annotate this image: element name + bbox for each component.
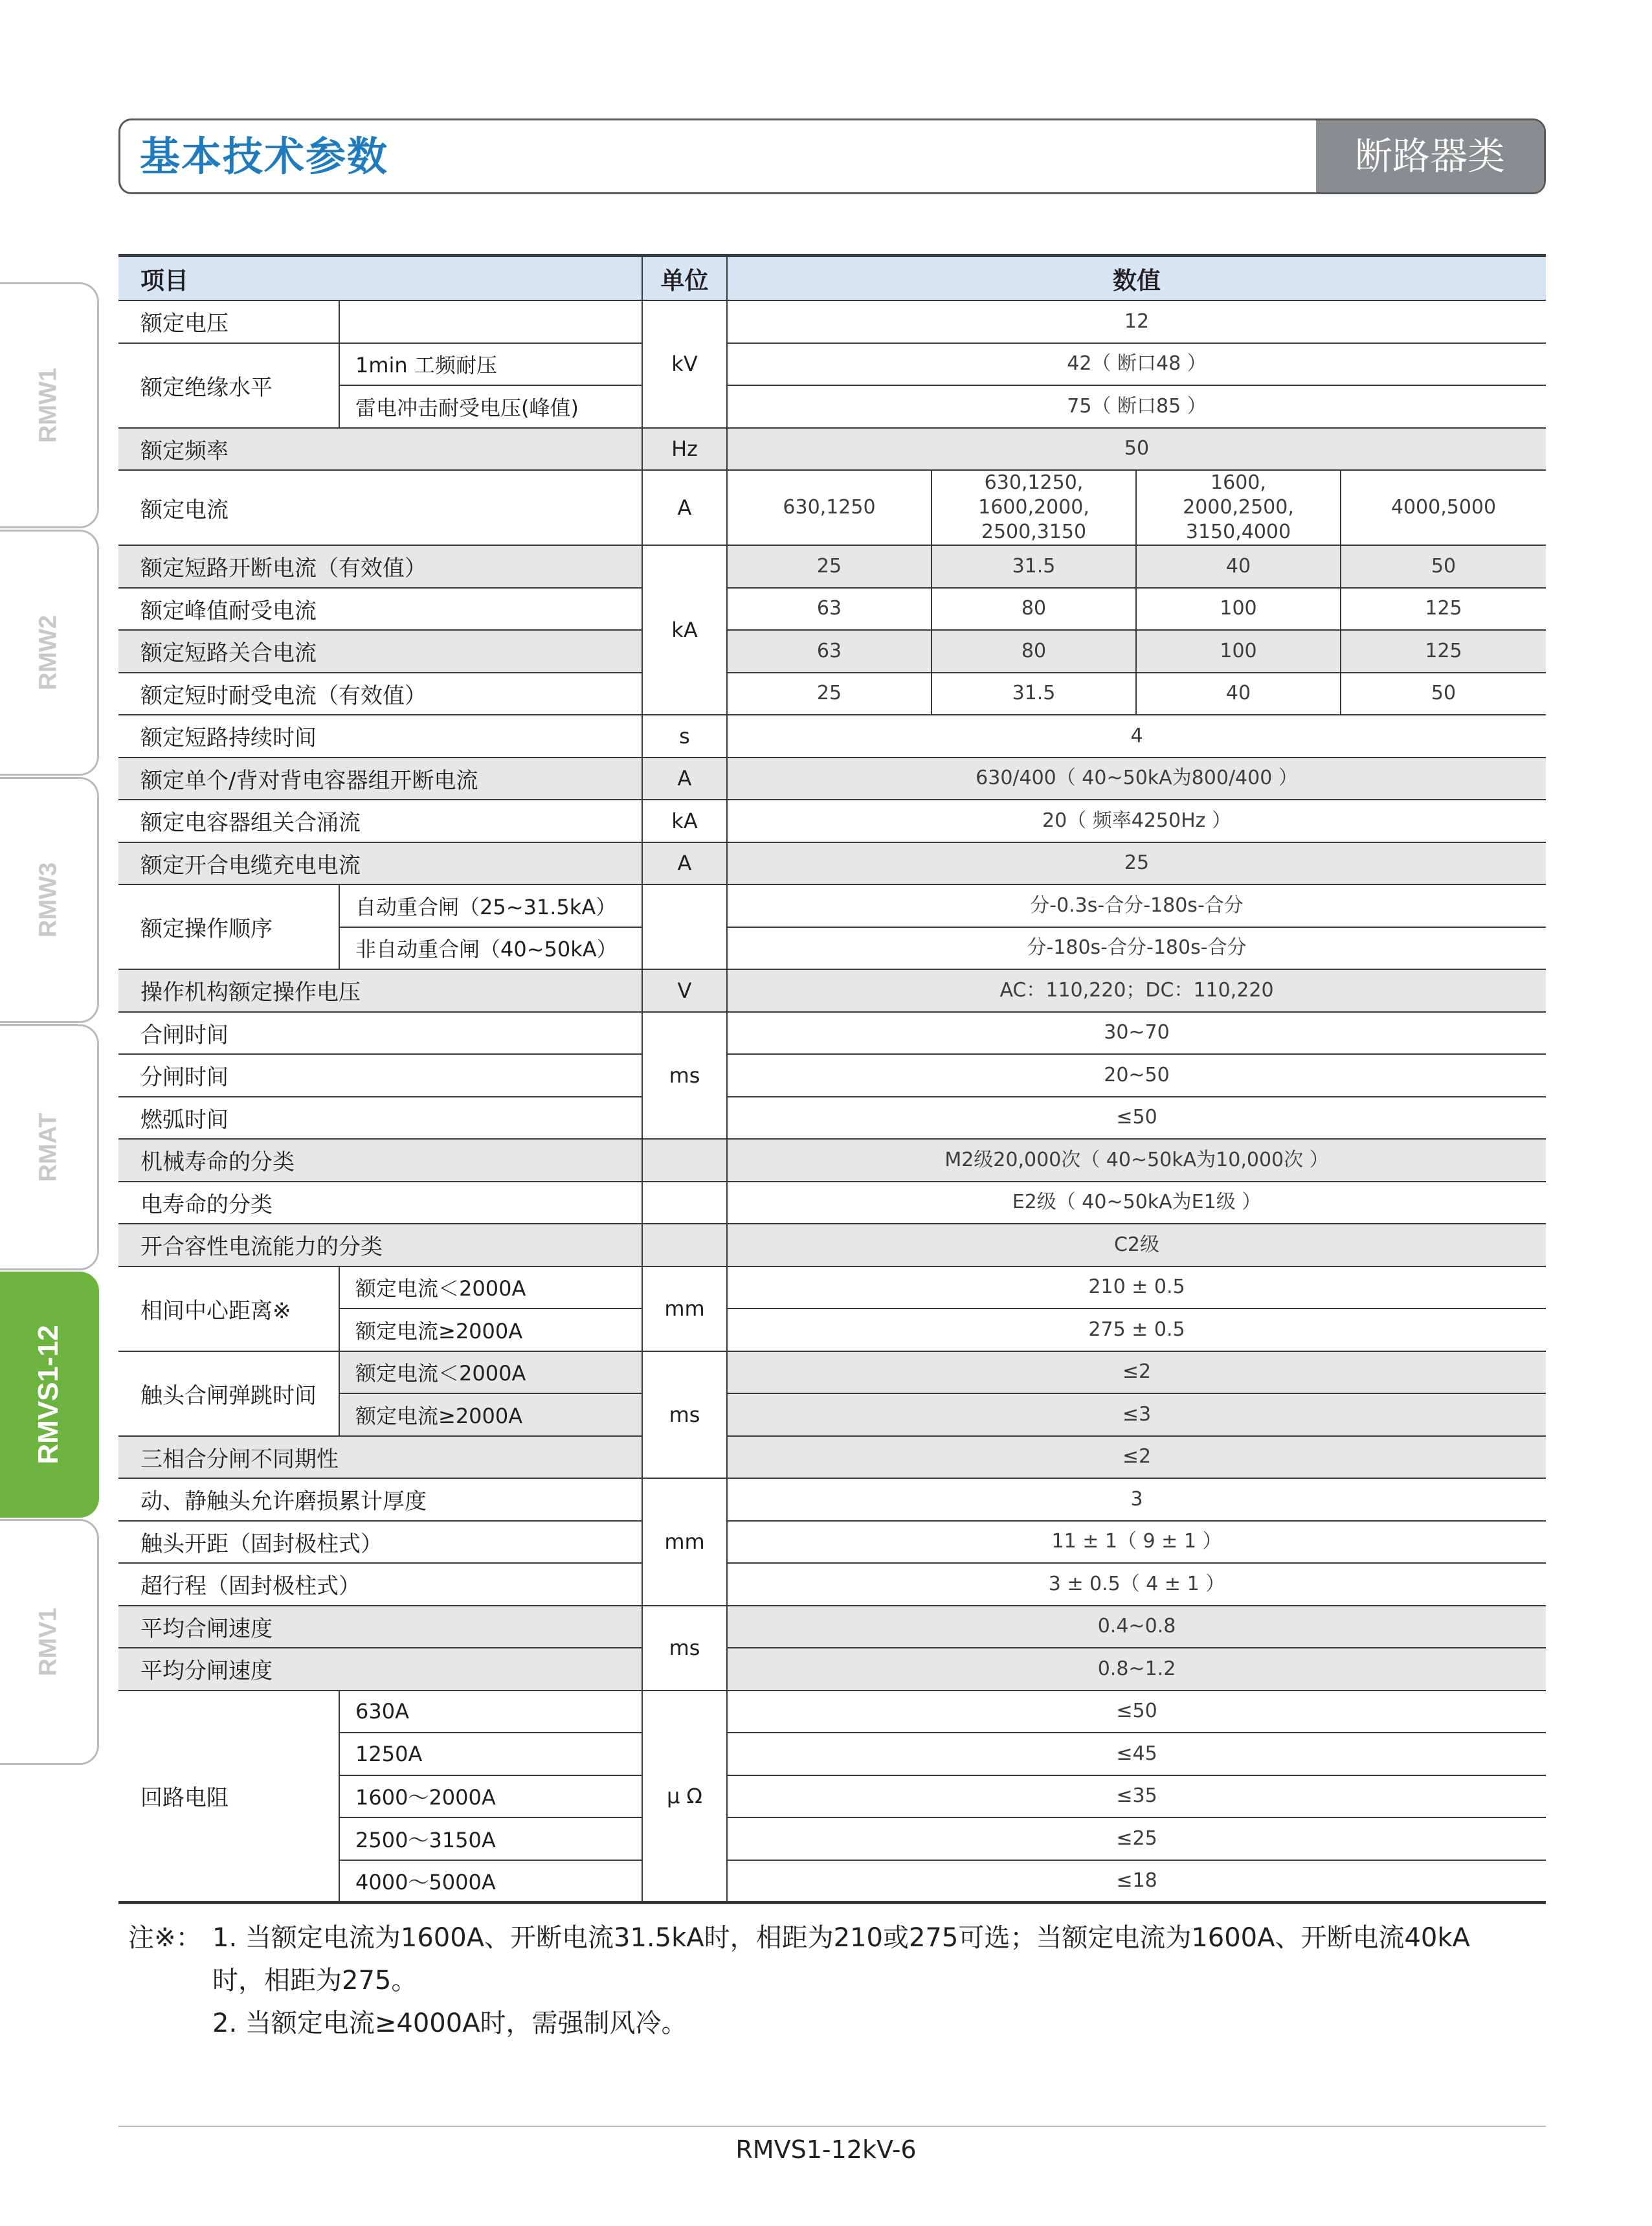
param-value: 3 <box>727 1478 1546 1521</box>
param-unit: kA <box>642 800 727 842</box>
side-tab-rmv1[interactable] <box>0 1519 99 1765</box>
param-sub: 4000～5000A <box>339 1860 642 1903</box>
param-unit: Hz <box>642 428 727 471</box>
side-tab-label: RMW3 <box>34 862 62 938</box>
table-row <box>118 1097 1546 1140</box>
param-sub: 额定电流≥2000A <box>339 1393 642 1436</box>
param-value: 20~50 <box>727 1054 1546 1097</box>
empty-cell <box>339 300 642 343</box>
param-value: 分-0.3s-合分-180s-合分 <box>727 884 1546 927</box>
param-value: 4000,5000 <box>1341 470 1546 545</box>
param-sub: 额定电流≥2000A <box>339 1309 642 1351</box>
header-bar <box>118 118 1546 194</box>
category-label: 断路器类 <box>1316 120 1544 192</box>
header-value: 数值 <box>727 256 1546 301</box>
param-value: 31.5 <box>932 673 1136 715</box>
table-row <box>118 1224 1546 1266</box>
param-sub: 1min 工频耐压 <box>339 343 642 386</box>
side-tab-rmw1[interactable] <box>0 282 99 528</box>
param-value: 4 <box>727 715 1546 758</box>
table-row <box>118 343 1546 386</box>
param-name: 额定峰值耐受电流 <box>118 588 642 631</box>
param-unit: A <box>642 842 727 885</box>
side-tab-label: RMAT <box>34 1112 62 1182</box>
param-value: 50 <box>1341 545 1546 588</box>
param-value: 1600, 2000,2500, 3150,4000 <box>1136 470 1341 545</box>
table-row <box>118 758 1546 800</box>
param-value: 630/400（ 40~50kA为800/400 ） <box>727 758 1546 800</box>
side-tab-label: RMVS1-12 <box>32 1325 64 1465</box>
param-unit-empty <box>642 1182 727 1224</box>
param-unit-empty <box>642 1224 727 1266</box>
param-unit-empty <box>642 884 727 969</box>
param-value: 3 ± 0.5（ 4 ± 1 ） <box>727 1563 1546 1606</box>
param-sub: 630A <box>339 1691 642 1733</box>
param-unit: mm <box>642 1478 727 1606</box>
param-name: 燃弧时间 <box>118 1097 642 1140</box>
param-value: 0.4~0.8 <box>727 1606 1546 1648</box>
param-value: 80 <box>932 630 1136 673</box>
table-row <box>118 1351 1546 1394</box>
table-row <box>118 1563 1546 1606</box>
param-name: 平均合闸速度 <box>118 1606 642 1648</box>
param-name: 平均分闸速度 <box>118 1648 642 1691</box>
param-sub: 额定电流＜2000A <box>339 1266 642 1309</box>
param-value: 40 <box>1136 673 1341 715</box>
table-row <box>118 1436 1546 1479</box>
param-name: 操作机构额定操作电压 <box>118 969 642 1012</box>
table-row <box>118 588 1546 631</box>
param-name: 额定频率 <box>118 428 642 471</box>
param-value: ≤25 <box>727 1817 1546 1860</box>
table-row <box>118 715 1546 758</box>
note-2: 2. 当额定电流≥4000A时，需强制风冷。 <box>212 2008 687 2038</box>
side-tab-rmat[interactable] <box>0 1024 99 1270</box>
header-unit: 单位 <box>642 256 727 301</box>
param-value: M2级20,000次（ 40~50kA为10,000次 ） <box>727 1139 1546 1182</box>
param-name: 触头合闸弹跳时间 <box>118 1351 339 1436</box>
table-row <box>118 1012 1546 1055</box>
side-tab-label: RMW2 <box>34 614 62 691</box>
param-name: 超行程（固封极柱式） <box>118 1563 642 1606</box>
param-value: ≤50 <box>727 1097 1546 1140</box>
param-value: 50 <box>727 428 1546 471</box>
param-name: 额定短路开断电流（有效值） <box>118 545 642 588</box>
table-row <box>118 842 1546 885</box>
param-unit: ms <box>642 1012 727 1140</box>
param-name: 额定短路关合电流 <box>118 630 642 673</box>
param-name: 机械寿命的分类 <box>118 1139 642 1182</box>
table-row <box>118 800 1546 842</box>
header-item: 项目 <box>118 256 642 301</box>
param-value: ≤18 <box>727 1860 1546 1903</box>
table-row <box>118 1648 1546 1691</box>
table-row <box>118 1266 1546 1309</box>
param-sub: 2500～3150A <box>339 1817 642 1860</box>
param-unit: A <box>642 758 727 800</box>
param-name: 动、静触头允许磨损累计厚度 <box>118 1478 642 1521</box>
table-row <box>118 1139 1546 1182</box>
param-value: 80 <box>932 588 1136 631</box>
table-row <box>118 673 1546 715</box>
param-name: 额定单个/背对背电容器组开断电流 <box>118 758 642 800</box>
param-value: 12 <box>727 300 1546 343</box>
side-tab-rmvs1-12[interactable] <box>0 1272 99 1518</box>
param-value: 11 ± 1（ 9 ± 1 ） <box>727 1521 1546 1564</box>
param-unit: μ Ω <box>642 1691 727 1903</box>
param-name: 相间中心距离※ <box>118 1266 339 1351</box>
param-value: ≤50 <box>727 1691 1546 1733</box>
param-name: 额定开合电缆充电电流 <box>118 842 642 885</box>
table-row <box>118 1054 1546 1097</box>
spec-table <box>118 254 1546 1904</box>
param-value: 分-180s-合分-180s-合分 <box>727 927 1546 970</box>
param-value: 125 <box>1341 630 1546 673</box>
side-tab-rmw3[interactable] <box>0 777 99 1023</box>
param-name: 合闸时间 <box>118 1012 642 1055</box>
page-number: RMVS1-12kV-6 <box>735 2135 917 2164</box>
page-title: 基本技术参数 <box>140 133 389 180</box>
param-name: 三相合分闸不同期性 <box>118 1436 642 1479</box>
param-name: 触头开距（固封极柱式） <box>118 1521 642 1564</box>
param-name: 分闸时间 <box>118 1054 642 1097</box>
param-unit: kA <box>642 545 727 715</box>
table-row <box>118 969 1546 1012</box>
table-row <box>118 1521 1546 1564</box>
param-value: 20（ 频率4250Hz ） <box>727 800 1546 842</box>
param-value: ≤3 <box>727 1393 1546 1436</box>
param-value: E2级（ 40~50kA为E1级 ） <box>727 1182 1546 1224</box>
footer-divider <box>118 2126 1546 2127</box>
param-value: 100 <box>1136 630 1341 673</box>
param-value: AC：110,220；DC：110,220 <box>727 969 1546 1012</box>
note-1-continuation: 时，相距为275。 <box>212 1966 418 1996</box>
table-row <box>118 545 1546 588</box>
param-name: 额定操作顺序 <box>118 884 339 969</box>
param-sub: 1600～2000A <box>339 1775 642 1818</box>
table-row <box>118 428 1546 471</box>
table-row <box>118 884 1546 927</box>
param-value: 125 <box>1341 588 1546 631</box>
param-value: 25 <box>727 545 932 588</box>
table-row <box>118 1606 1546 1648</box>
param-name: 额定短路持续时间 <box>118 715 642 758</box>
param-unit: mm <box>642 1266 727 1351</box>
param-value: 100 <box>1136 588 1341 631</box>
param-value: ≤45 <box>727 1733 1546 1775</box>
param-value: ≤2 <box>727 1436 1546 1479</box>
param-value: ≤2 <box>727 1351 1546 1394</box>
param-value: 63 <box>727 588 932 631</box>
param-name: 电寿命的分类 <box>118 1182 642 1224</box>
param-value: C2级 <box>727 1224 1546 1266</box>
param-value: 630,1250 <box>727 470 932 545</box>
param-unit: ms <box>642 1351 727 1479</box>
param-value: 25 <box>727 842 1546 885</box>
param-value: 50 <box>1341 673 1546 715</box>
param-sub: 额定电流＜2000A <box>339 1351 642 1394</box>
table-row <box>118 630 1546 673</box>
note-1 <box>128 1917 1539 1959</box>
param-name: 开合容性电流能力的分类 <box>118 1224 642 1266</box>
param-name: 额定电容器组关合涌流 <box>118 800 642 842</box>
table-row <box>118 470 1546 545</box>
table-row <box>118 1478 1546 1521</box>
param-sub: 非自动重合闸（40~50kA） <box>339 927 642 970</box>
notes <box>128 1917 1539 2045</box>
param-sub: 1250A <box>339 1733 642 1775</box>
table-row <box>118 300 1546 343</box>
param-value: 0.8~1.2 <box>727 1648 1546 1691</box>
param-value: ≤35 <box>727 1775 1546 1818</box>
param-value: 30~70 <box>727 1012 1546 1055</box>
param-unit: kV <box>642 300 727 428</box>
note-prefix: 注※： <box>128 1923 202 1953</box>
param-value: 63 <box>727 630 932 673</box>
param-unit-empty <box>642 1139 727 1182</box>
param-unit: s <box>642 715 727 758</box>
table-row <box>118 1691 1546 1733</box>
param-value: 75（ 断口85 ） <box>727 385 1546 428</box>
param-name: 额定绝缘水平 <box>118 343 339 428</box>
table-header-row <box>118 256 1546 301</box>
note-1-text: 1. 当额定电流为1600A、开断电流31.5kA时，相距为210或275可选；当额定电流为1600A、开断电流40kA <box>212 1923 1470 1953</box>
param-value: 275 ± 0.5 <box>727 1309 1546 1351</box>
param-name: 额定电压 <box>118 300 339 343</box>
param-value: 42（ 断口48 ） <box>727 343 1546 386</box>
param-name: 回路电阻 <box>118 1691 339 1903</box>
param-value: 630,1250, 1600,2000, 2500,3150 <box>932 470 1136 545</box>
param-unit: ms <box>642 1606 727 1691</box>
param-value: 40 <box>1136 545 1341 588</box>
param-name: 额定短时耐受电流（有效值） <box>118 673 642 715</box>
param-value: 31.5 <box>932 545 1136 588</box>
param-sub: 自动重合闸（25~31.5kA） <box>339 884 642 927</box>
side-tab-rmw2[interactable] <box>0 530 99 776</box>
param-name: 额定电流 <box>118 470 642 545</box>
param-unit: A <box>642 470 727 545</box>
param-value: 25 <box>727 673 932 715</box>
table-row <box>118 1182 1546 1224</box>
param-value: 210 ± 0.5 <box>727 1266 1546 1309</box>
side-tab-label: RMW1 <box>34 367 62 444</box>
side-tab-label: RMV1 <box>34 1608 62 1676</box>
param-unit: V <box>642 969 727 1012</box>
param-sub: 雷电冲击耐受电压(峰值) <box>339 385 642 428</box>
